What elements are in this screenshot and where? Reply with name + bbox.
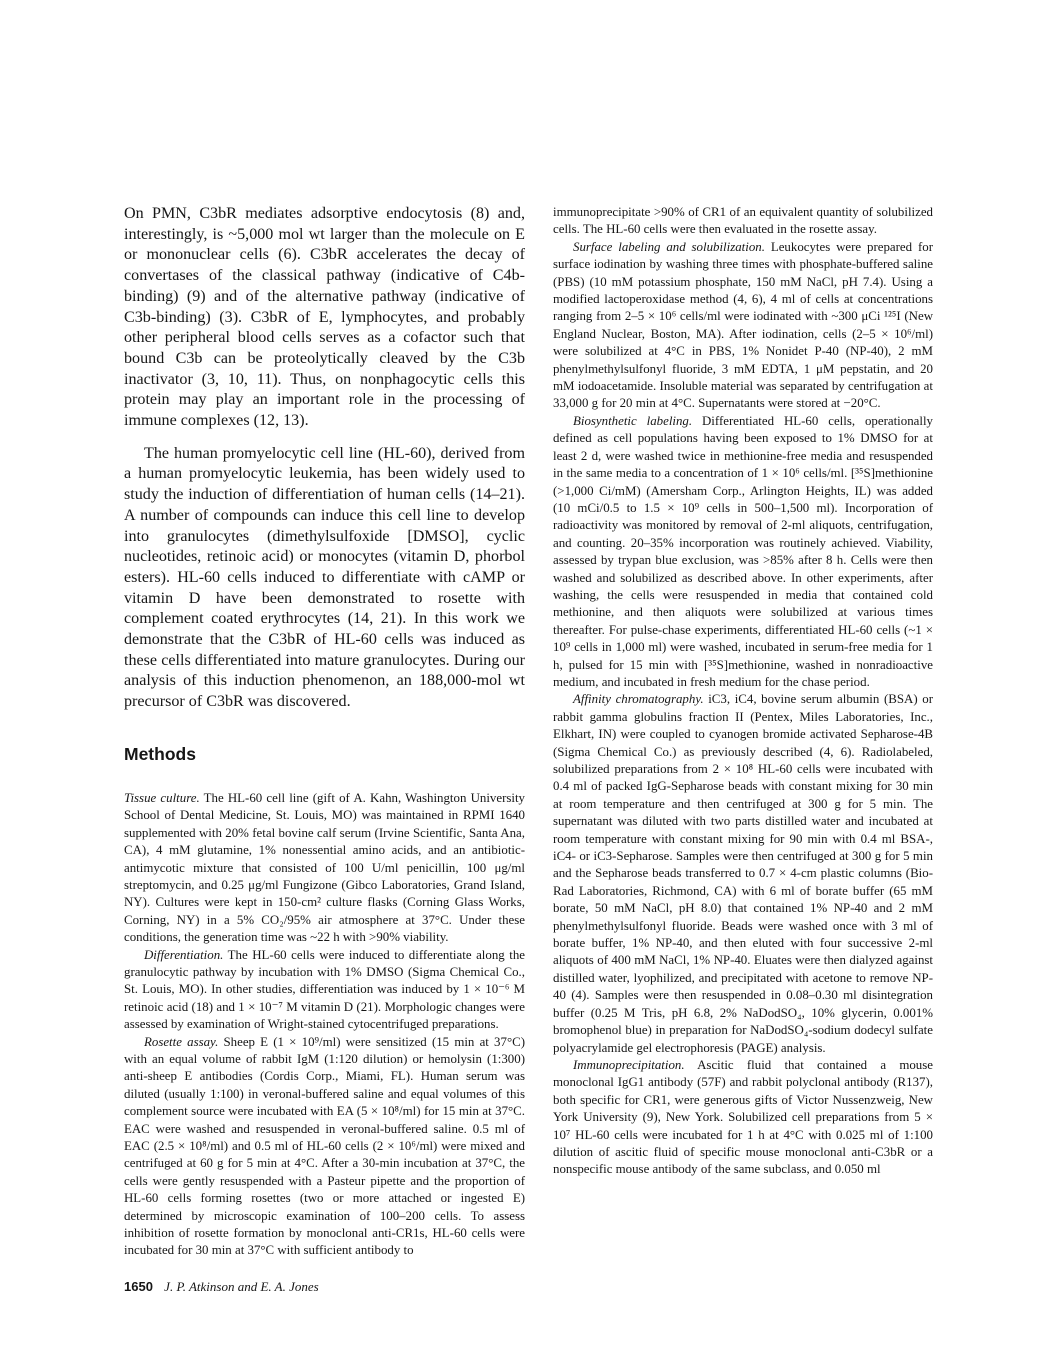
- paragraph-text: The HL-60 cells were induced to differentiate along the granulocytic pathway by incubation with 1% DMSO (Sigma Chemical Co., St. Louis, MO). In other studies, differentiation was induced by 1 × 10⁻⁶ M retinoic acid (18) and 1 × 10⁻⁷ M vitamin D (21). Morphologic changes were assessed by examination of Wright-stained cytocentrifuged preparations.: [124, 947, 525, 1032]
- paragraph-text: iC3, iC4, bovine serum albumin (BSA) or rabbit gamma globulins fraction II (Pentex, Miles Laboratories, Inc., Elkhart, IN) were coupled to cyanogen bromide activated Sepharose-4B (Sigma Chemical Co.) as previously described (4, 6). Radiolabeled, solubilized preparations from 2 × 10⁸ HL-60 cells were incubated with 0.4 ml of packed IgG-Sepharose beads with constant mixing for 30 min at room temperature and then centrifuged at 300 g for 5 min. The supernatant was diluted with two parts distilled water and incubated at room temperature with constant mixing for 90 min with 0.4 ml BSA-, iC4- or iC3-Sepharose. Samples were then centrifuged at 300 g for 5 min and the Sepharose beads transferred to 0.7 × 4-cm plastic columns (Bio-Rad Laboratories, Richmond, CA) with 6 ml of borate buffer (65 mM borate, 50 mM NaCl, pH 8.0) that contained 1% NP-40 and 2 mM phenylmethylsulfonyl fluoride. Beads were washed once with 3 ml of borate buffer, 1% NP-40, and then eluted with four successive 2-ml aliquots of 400 mM NaCl, 1% NP-40. Eluates were then dialyzed against distilled water, lyophilized, and precipitated with acetone to remove NP-40 (4). Samples were then resuspended in 0.08–0.30 ml disintegration buffer (0.25 M Tris, pH 6.8, 2% NaDodSO₄, 10% glycerin, 0.001% bromophenol blue) in preparation for NaDodSO₄-sodium dodecyl sulfate polyacrylamide gel electrophoresis (PAGE) analysis.: [553, 692, 933, 1055]
- methods-paragraph-tissue-culture: [124, 790, 525, 947]
- paragraph-lead: Immunoprecipitation.: [573, 1057, 685, 1072]
- page-footer: [124, 1279, 319, 1295]
- methods-paragraph-biosynthetic-labeling: [553, 413, 933, 692]
- page-number: 1650: [124, 1279, 153, 1294]
- intro-paragraph-2: The human promyelocytic cell line (HL-60), derived from a human promyelocytic leukemia, has been widely used to study the induction of differentiation of human cells (14–21). A number of compounds can induce this cell line to develop into granulocytes (dimethylsulfoxide [DMSO], cyclic nucleotides, retinoic acid) or monocytes (vitamin D, phorbol esters). HL-60 cells induced to differentiate with cAMP or vitamin D have been demonstrated to rosette with complement coated erythrocytes (14, 21). In this work we demonstrate that the C3bR of HL-60 cells was induced as these cells differentiated into mature granulocytes. During our analysis of this induction phenomenon, an 188,000-mol wt precursor of C3bR was discovered.: [124, 444, 525, 711]
- methods-paragraph-immunoprecipitation: [553, 1057, 933, 1179]
- paragraph-text: Leukocytes were prepared for surface iodination by washing three times with phosphate-buffered saline (PBS) (10 mM potassium phosphate, 150 mM NaCl, pH 7.4). Using a modified lactoperoxidase method (4, 6), 4 ml of cells at concentrations ranging from 2–5 × 10⁶ cells/ml were iodinated with ~300 μCi ¹²⁵I (New England Nuclear, Boston, MA). After iodination, cells (2–5 × 10⁶/ml) were solubilized at 4°C in PBS, 1% Nonidet P-40 (NP-40), 2 mM phenylmethylsulfonyl fluoride, 3 mM EDTA, 1 μM pepstatin, and 20 mM iodoacetamide. Insoluble material was separated by centrifugation at 33,000 g for 20 min at 4°C. Supernatants were stored at −20°C.: [553, 239, 933, 411]
- left-column: [124, 204, 525, 1260]
- continuation-paragraph: immunoprecipitate >90% of CR1 of an equivalent quantity of solubilized cells. The HL-60 cells were then evaluated in the rosette assay.: [553, 205, 933, 237]
- paragraph-text: Ascitic fluid that contained a mouse monoclonal IgG1 antibody (57F) and rabbit polyclonal antibody (R137), both specific for CR1, were generous gifts of Victor Nussenzweig, New York University (9), New York. Solubilized cell preparations from 5 × 10⁷ HL-60 cells were incubated for 1 h at 4°C with 0.025 ml of 1:100 dilution of ascitic fluid of specific mouse monoclonal anti-C3bR or a nonspecific mouse antibody of the same subclass, and 0.050 ml: [553, 1057, 933, 1177]
- methods-paragraph-affinity-chromatography: [553, 691, 933, 1057]
- methods-paragraph-surface-labeling: [553, 239, 933, 413]
- paragraph-lead: Differentiation.: [144, 947, 224, 962]
- paragraph-lead: Rosette assay.: [144, 1034, 219, 1049]
- right-column: [553, 204, 933, 1179]
- paragraph-lead: Biosynthetic labeling.: [573, 413, 693, 428]
- methods-heading: Methods: [124, 743, 196, 764]
- paragraph-text: The HL-60 cell line (gift of A. Kahn, Washington University School of Dental Medicine, St. Louis, MO) was maintained in RPMI 1640 supplemented with 20% fetal bovine calf serum (Irvine Scientific, Santa Ana, CA), 4 mM glutamine, 1% nonessential amino acids, and an antibiotic-antimycotic mixture that consisted of 100 U/ml penicillin, 100 μg/ml streptomycin, and 0.25 μg/ml Fungizone (Gibco Laboratories, Grand Island, NY). Cultures were kept in 150-cm² culture flasks (Corning Glass Works, Corning, NY) in a 5% CO₂/95% air atmosphere at 37°C. Under these conditions, the generation time was ~22 h with >90% viability.: [124, 790, 525, 945]
- methods-paragraph-differentiation: [124, 947, 525, 1034]
- running-authors: J. P. Atkinson and E. A. Jones: [164, 1279, 319, 1294]
- paragraph-lead: Affinity chromatography.: [573, 692, 704, 707]
- paragraph-text: Sheep E (1 × 10⁹/ml) were sensitized (15 min at 37°C) with an equal volume of rabbit IgM (1:120 dilution) or hemolysin (1:300) anti-sheep E antibodies (Cordis Corp., Miami, FL). Human serum was diluted (usually 1:100) in veronal-buffered saline and equal volumes of this complement source were incubated with EA (5 × 10⁸/ml) for 15 min at 37°C. EAC were washed and resuspended in veronal-buffered saline. 0.5 ml of EAC (2.5 × 10⁸/ml) and 0.5 ml of HL-60 cells (2 × 10⁶/ml) were mixed and centrifuged at 60 g for 5 min at 4°C. After a 30-min incubation at 37°C, the cells were gently resuspended with a Pasteur pipette and the proportion of HL-60 cells forming rosettes (two or more attached or ingested E) determined by microscopic examination of 100–200 cells. To assess inhibition of rosette formation by monoclonal anti-CR1s, HL-60 cells were incubated for 30 min at 37°C with sufficient antibody to: [124, 1034, 525, 1258]
- paragraph-text: Differentiated HL-60 cells, operationally defined as cell populations having been exposed to 1% DMSO for at least 2 d, were washed twice in methionine-free media and resuspended in the same media to a concentration of 1 × 10⁶ cells/ml. [³⁵S]methionine (>1,000 Ci/mM) (Amersham Corp., Arlington Heights, IL) was added (10 mCi/0.5 to 1.5 × 10⁹ cells in 500–1,500 ml). Incorporation of radioactivity was monitored by removal of 2-ml aliquots, centrifugation, and counting. 20–35% incorporation was routinely achieved. Viability, assessed by trypan blue exclusion, was >85% after 8 h. Cells were then washed and solubilized as described above. In other experiments, after washing, the cells were resuspended in media that contained cold methionine, and then aliquots were solubilized at various times thereafter. For pulse-chase experiments, differentiated HL-60 cells (~1 × 10⁹ cells in 1,000 ml) were washed, incubated in serum-free media for 1 h, pulsed for 15 min with [³⁵S]methionine, washed in nonradioactive medium, and incubated in fresh medium for the chase period.: [553, 413, 933, 689]
- paragraph-lead: Tissue culture.: [124, 790, 200, 805]
- paragraph-lead: Surface labeling and solubilization.: [573, 239, 765, 254]
- methods-paragraph-rosette-assay: [124, 1034, 525, 1260]
- intro-paragraph-1: On PMN, C3bR mediates adsorptive endocytosis (8) and, interestingly, is ~5,000 mol wt larger than the molecule on E or mononuclear cells (6). C3bR accelerates the decay of convertases of the classical pathway (indicative of C4b-binding) (9) and of the alternative pathway (indicative of C3b-binding) (3). C3bR of E, lymphocytes, and probably other peripheral blood cells serves as a cofactor such that bound C3b can be proteolytically cleaved by the C3b inactivator (3, 10, 11). Thus, on nonphagocytic cells this protein may play an important role in the processing of immune complexes (12, 13).: [124, 205, 525, 430]
